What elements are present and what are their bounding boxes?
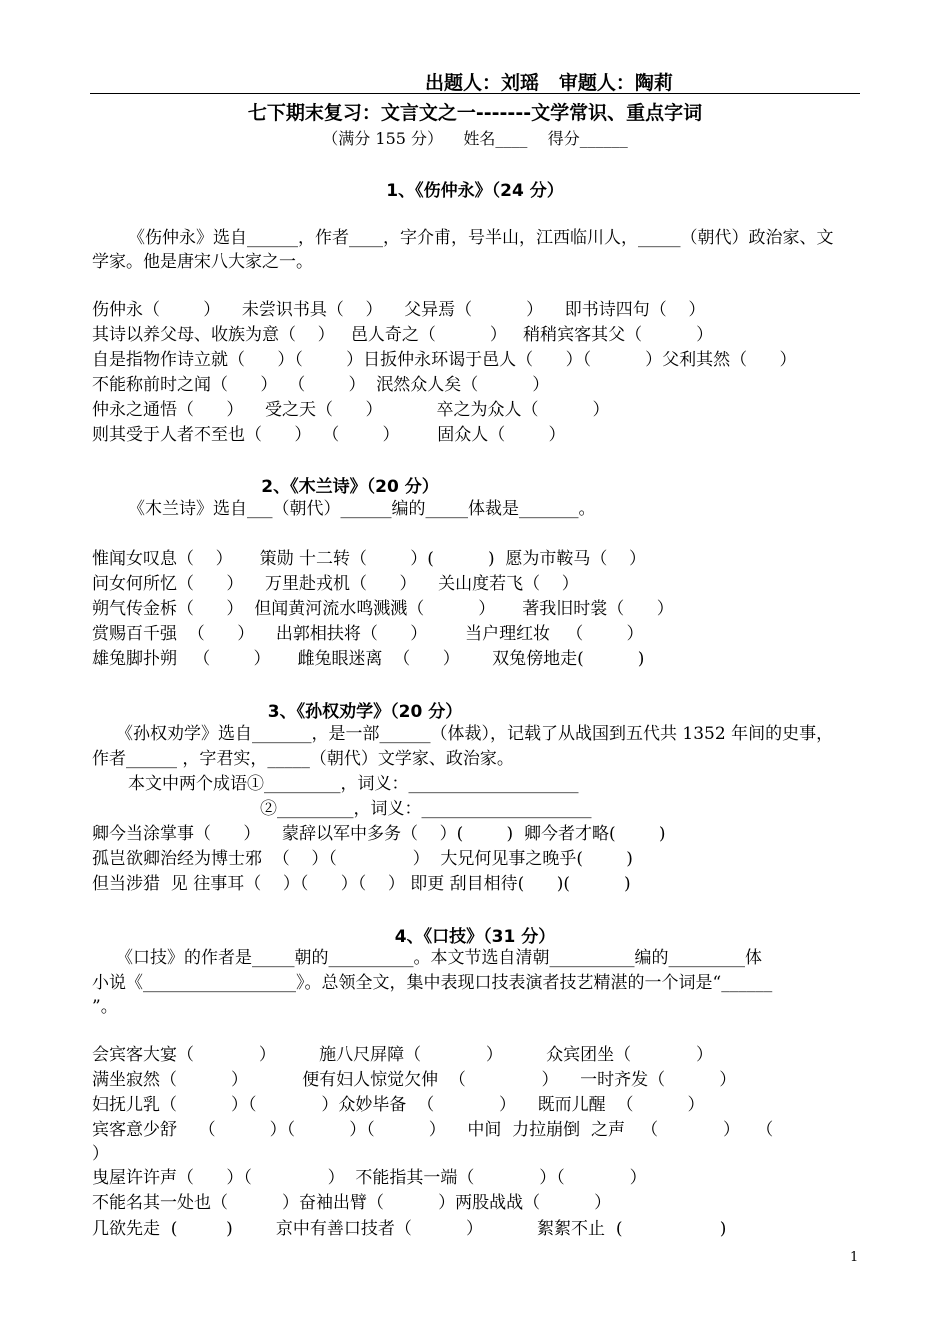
section-4-line-4: 宾客意少舒 （ ）（ ）（ ） 中间 力拉崩倒 之声 （ ） （ [92,1120,774,1140]
section-2-line-4: 赏赐百千强 （ ） 出郭相扶将（ ） 当户理红妆 （ ） [92,624,644,644]
section-2-line-3: 朔气传金柝（ ） 但闻黄河流水鸣溅溅（ ） 著我旧时裳（ ） [92,599,674,619]
section-2-line-2: 问女何所忆（ ） 万里赴戎机（ ） 关山度若飞（ ） [92,574,579,594]
section-heading-4: 4、《口技》（31 分） [394,927,556,947]
section-1-line-5: 仲永之通悟（ ） 受之天（ ） 卒之为众人（ ） [92,400,610,420]
section-4-line-1: 会宾客大宴（ ） 施八尺屏障（ ） 众宾团坐（ ） [92,1045,713,1065]
section-4-intro-2: 小说《__________________》。总领全文，集中表现口技表演者技艺精湛的一个词是“______ [92,973,773,993]
section-heading-3: 3、《孙权劝学》（20 分） [267,702,463,722]
section-1-intro-2: 学家。他是唐宋八大家之一。 [92,252,313,272]
section-4-line-3: 妇抚儿乳（ ）（ ）众妙毕备 （ ） 既而儿醒 （ ） [92,1095,705,1115]
score-line: （满分 155 分） 姓名____ 得分______ [322,129,628,148]
section-2-line-1: 惟闻女叹息（ ） 策勋 十二转（ ）( ) 愿为市鞍马（ ） [92,549,646,569]
section-2-intro: 《木兰诗》选自___（朝代）______编的_____体裁是_______。 [128,499,596,519]
section-3-idiom-1: 本文中两个成语①_________，词义：____________________ [128,774,579,794]
section-4-line-7: 不能名其一处也（ ）奋袖出臂（ ）两股战战（ ） [92,1193,612,1213]
section-3-line-1: 卿今当涂掌事（ ） 蒙辞以军中多务（ ）( ) 卿今者才略( ) [92,824,666,844]
section-heading-1: 1、《伤仲永》（24 分） [386,181,564,201]
page-title: 七下期末复习：文言文之一-------文学常识、重点字词 [247,102,703,124]
section-3-intro-1: 《孙权劝学》选自_______，是一部______（体裁），记载了从战国到五代共 1352 年间的史事， [116,724,834,744]
section-1-line-2: 其诗以养父母、收族为意（ ） 邑人奇之（ ） 稍稍宾客其父（ ） [92,325,714,345]
section-heading-2: 2、《木兰诗》（20 分） [261,477,439,497]
section-4-line-8: 几欲先走 ( ) 京中有善口技者（ ） 絮絮不止 ( ) [92,1219,727,1239]
page-number: 1 [850,1250,859,1265]
section-1-line-3: 自是指物作诗立就（ ）（ ）日扳仲永环谒于邑人（ ）（ ）父利其然（ ） [92,350,797,370]
section-3-line-2: 孤岂欲卿治经为博士邪 （ ）（ ） 大兄何见事之晚乎( ) [92,849,633,869]
section-4-line-5: ） [92,1144,109,1164]
section-4-line-2: 满坐寂然（ ） 便有妇人惊觉欠伸 （ ） 一时齐发（ ） [92,1070,737,1090]
section-4-intro-3: ”。 [92,997,118,1017]
section-1-line-1: 伤仲永（ ） 未尝识书具（ ） 父异焉（ ） 即书诗四句（ ） [92,300,706,320]
section-1-line-6: 则其受于人者不至也（ ） （ ） 固众人（ ） [92,425,566,445]
section-3-intro-2: 作者______ ，字君实，_____（朝代）文学家、政治家。 [92,749,514,769]
author-line: 出题人：刘瑶 审题人：陶莉 [425,72,673,94]
section-2-line-5: 雄兔脚扑朔 （ ） 雌兔眼迷离 （ ） 双兔傍地走( ) [92,649,645,669]
section-3-line-3: 但当涉猎 见 往事耳（ ）（ ）（ ） 即更 刮目相待( )( ) [92,874,631,894]
section-1-intro-1: 《伤仲永》选自______，作者____，字介甫，号半山，江西临川人，_____（朝代）政治家、文 [128,228,834,248]
header-rule [90,93,860,94]
section-4-line-6: 曳屋许许声（ ）（ ） 不能指其一端（ ）（ ） [92,1168,647,1188]
section-1-line-4: 不能称前时之闻（ ） （ ） 泯然众人矣（ ） [92,375,550,395]
section-3-idiom-2: ②_________，词义：____________________ [260,799,592,819]
section-4-intro-1: 《口技》的作者是_____朝的__________。本文节选自清朝__________编的_________体 [116,948,762,968]
